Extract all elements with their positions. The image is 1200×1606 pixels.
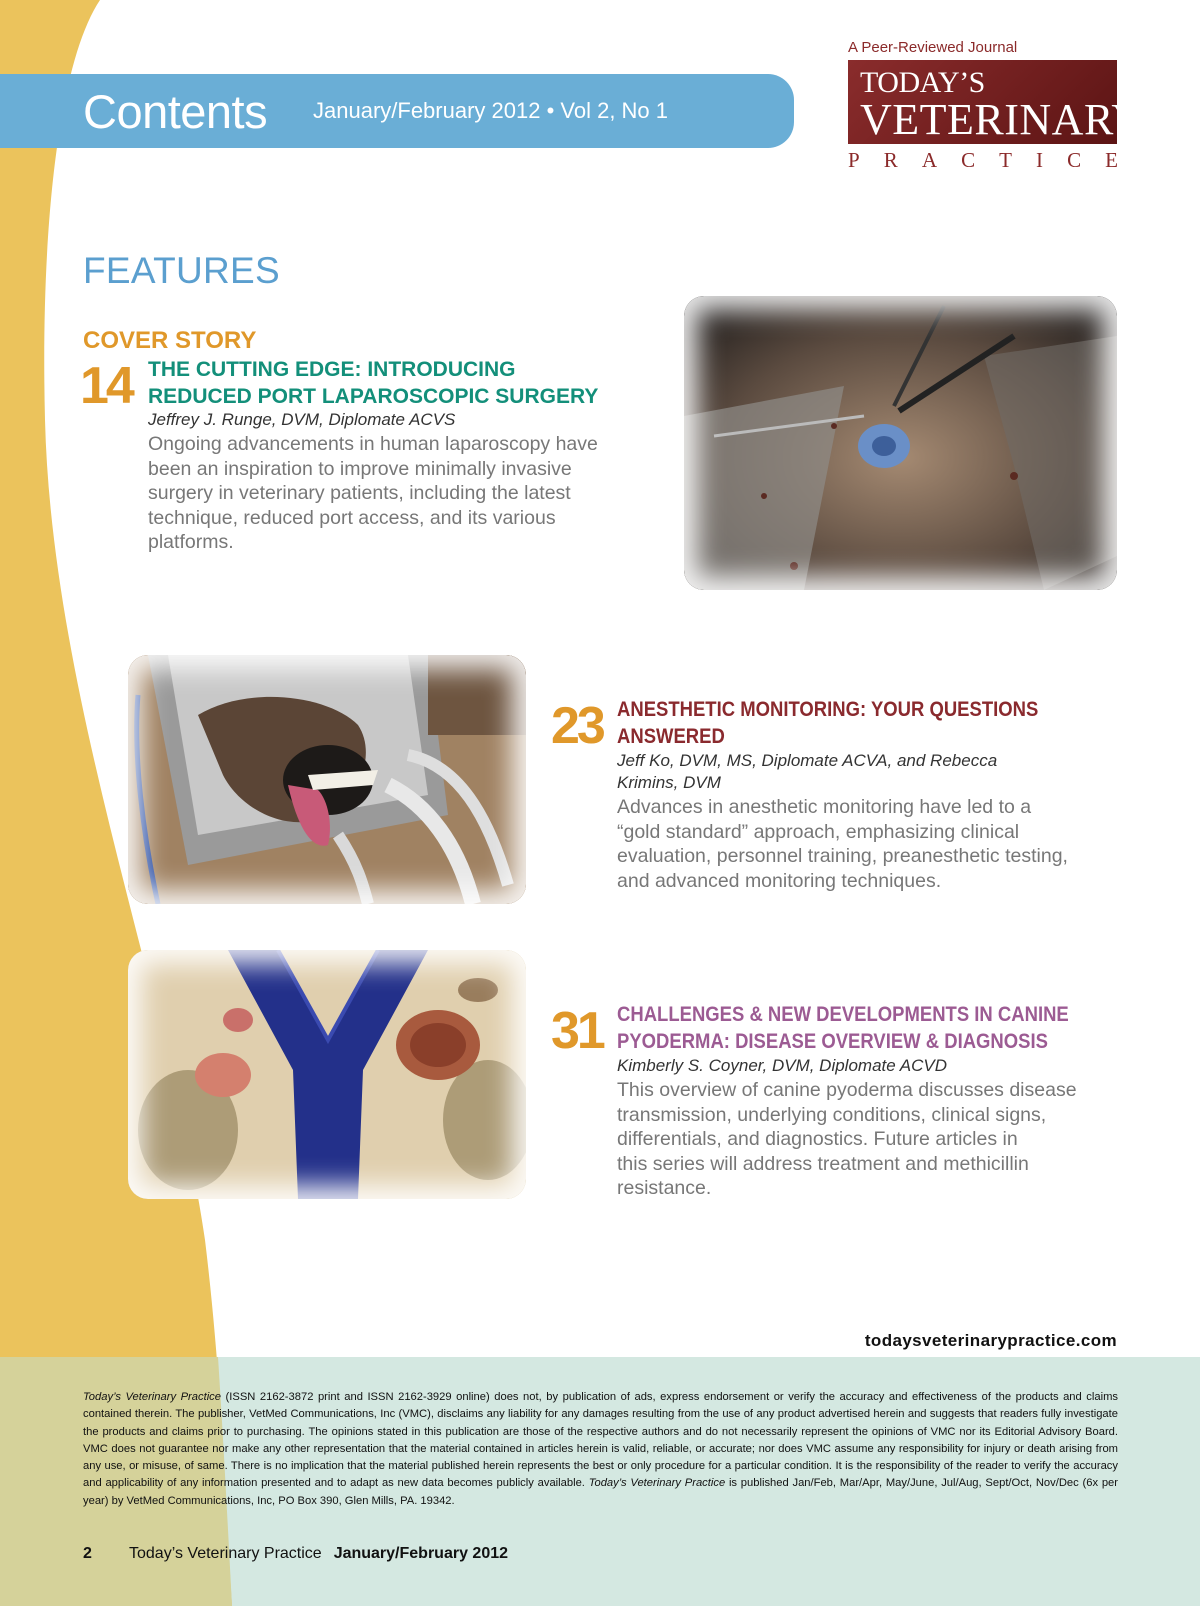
article-author: Kimberly S. Coyner, DVM, Diplomate ACVD [617,1056,948,1075]
desc-line: technique, reduced port access, and its various [148,506,556,529]
article-title-line: REDUCED PORT LAPAROSCOPIC SURGERY [148,385,599,408]
article-title[interactable] [617,1001,1083,1055]
article-title-line: THE CUTTING EDGE: INTRODUCING [148,358,516,381]
footer-page-number: 2 [83,1545,92,1562]
desc-line: “gold standard” approach, emphasizing clinical [617,820,1020,843]
issue-info: January/February 2012 • Vol 2, No 1 [313,98,669,123]
article-author [617,750,1117,794]
desc-line: evaluation, personnel training, preanesthetic testing, [617,845,1068,867]
legal-disclaimer [83,1389,1118,1510]
desc-line: surgery in veterinary patients, including the latest [148,482,571,504]
author-line: Jeff Ko, DVM, MS, Diplomate ACVA, and Rebecca [617,751,998,770]
canine-pyoderma-photo [128,950,526,1199]
desc-line: Advances in anesthetic monitoring have led to a [617,796,1032,818]
logo-letter: C [1067,148,1082,172]
logo-letter: E [1105,148,1118,172]
journal-logo [848,60,1144,144]
logo-text-veterinary: VETERINARY [860,95,1144,144]
logo-letter: I [1036,148,1044,172]
article-page-number: 14 [80,357,132,415]
desc-line: resistance. [617,1177,712,1199]
article-description [148,432,648,555]
desc-line: this series will address treatment and methicillin [617,1152,1029,1175]
article-description [617,1078,1117,1201]
article-title-line: ANESTHETIC MONITORING: YOUR QUESTIONS [617,698,1039,721]
desc-line: and advanced monitoring techniques. [617,869,942,892]
page-footer [83,1545,508,1563]
author-line: Krimins, DVM [617,773,721,792]
desc-line: platforms. [148,531,234,553]
logo-letter: P [848,148,860,172]
desc-line: been an inspiration to improve minimally invasive [148,457,572,480]
logo-text-todays: TODAY’S [860,66,985,99]
article-author: Jeffrey J. Runge, DVM, Diplomate ACVS [148,410,456,429]
article-title-line: ANSWERED [617,725,725,748]
logo-text-practice [848,148,1118,173]
article-page-number: 23 [551,697,603,755]
desc-line: Ongoing advancements in human laparoscopy have [148,433,598,455]
cover-story-label: COVER STORY [83,327,257,354]
surgery-photo [684,296,1117,590]
logo-letter: C [961,148,976,172]
disclaimer-text: (ISSN 2162-3872 print and ISSN 2162-3929 online) does not, by publication of ads, express endorsement or verify the accuracy and effectiveness of the products and claims contained therein. The publisher, VetMed Communications, Inc (VMC), disclaims any liability for any damages resulting from the use of any product advertised herein and suggests that readers fully investigate the products and claims prior to purchasing. The opinions stated in this publication are those of the respective authors and do not necessarily represent the opinions of VMC nor its Editorial Advisory Board. VMC does not guarantee nor make any other representation that the material contained in articles herein is valid, reliable, or accurate; nor does VMC assume any responsibility for injury or death arising from any use, or misuse, of same. There is no implication that the material published herein represents the best or only procedure for a particular condition. It is the responsibility of the reader to verify the accuracy and applicability of any information presented and to adapt as new data becomes publicly available. [83,1391,1118,1490]
article-title[interactable] [148,356,668,410]
page-title: Contents [83,85,268,138]
article-title-line: CHALLENGES & NEW DEVELOPMENTS IN CANINE [617,1003,1069,1026]
article-title-line: PYODERMA: DISEASE OVERVIEW & DIAGNOSIS [617,1030,1048,1053]
website-link[interactable]: todaysveterinarypractice.com [864,1331,1117,1350]
journal-name-italic: Today’s Veterinary Practice [83,1391,221,1403]
desc-line: transmission, underlying conditions, clinical signs, [617,1103,1047,1126]
journal-name-italic: Today’s Veterinary Practice [588,1477,726,1490]
article-title[interactable] [617,696,1057,750]
logo-letter: T [999,148,1012,172]
logo-letter: R [883,148,898,172]
article-description [617,795,1117,893]
journal-tagline: A Peer-Reviewed Journal [848,39,1018,56]
article-page-number: 31 [551,1002,603,1060]
footer-publication: Today’s Veterinary Practice [129,1545,322,1562]
desc-line: This overview of canine pyoderma discusses disease [617,1079,1077,1101]
section-heading-features: FEATURES [83,250,281,291]
disclaimer-text: is published Jan/Feb, Mar/Apr, May/June, Jul/Aug, Sept/Oct, Nov/Dec (6x per year) by VetMed Communications, Inc, PO Box 390, Glen Mills, PA. 19342. [83,1477,1118,1507]
logo-letter: A [921,148,937,172]
footer-date: January/February 2012 [333,1545,509,1562]
desc-line: differentials, and diagnostics. Future articles in [617,1128,1018,1150]
anesthetized-dog-photo [128,655,526,904]
